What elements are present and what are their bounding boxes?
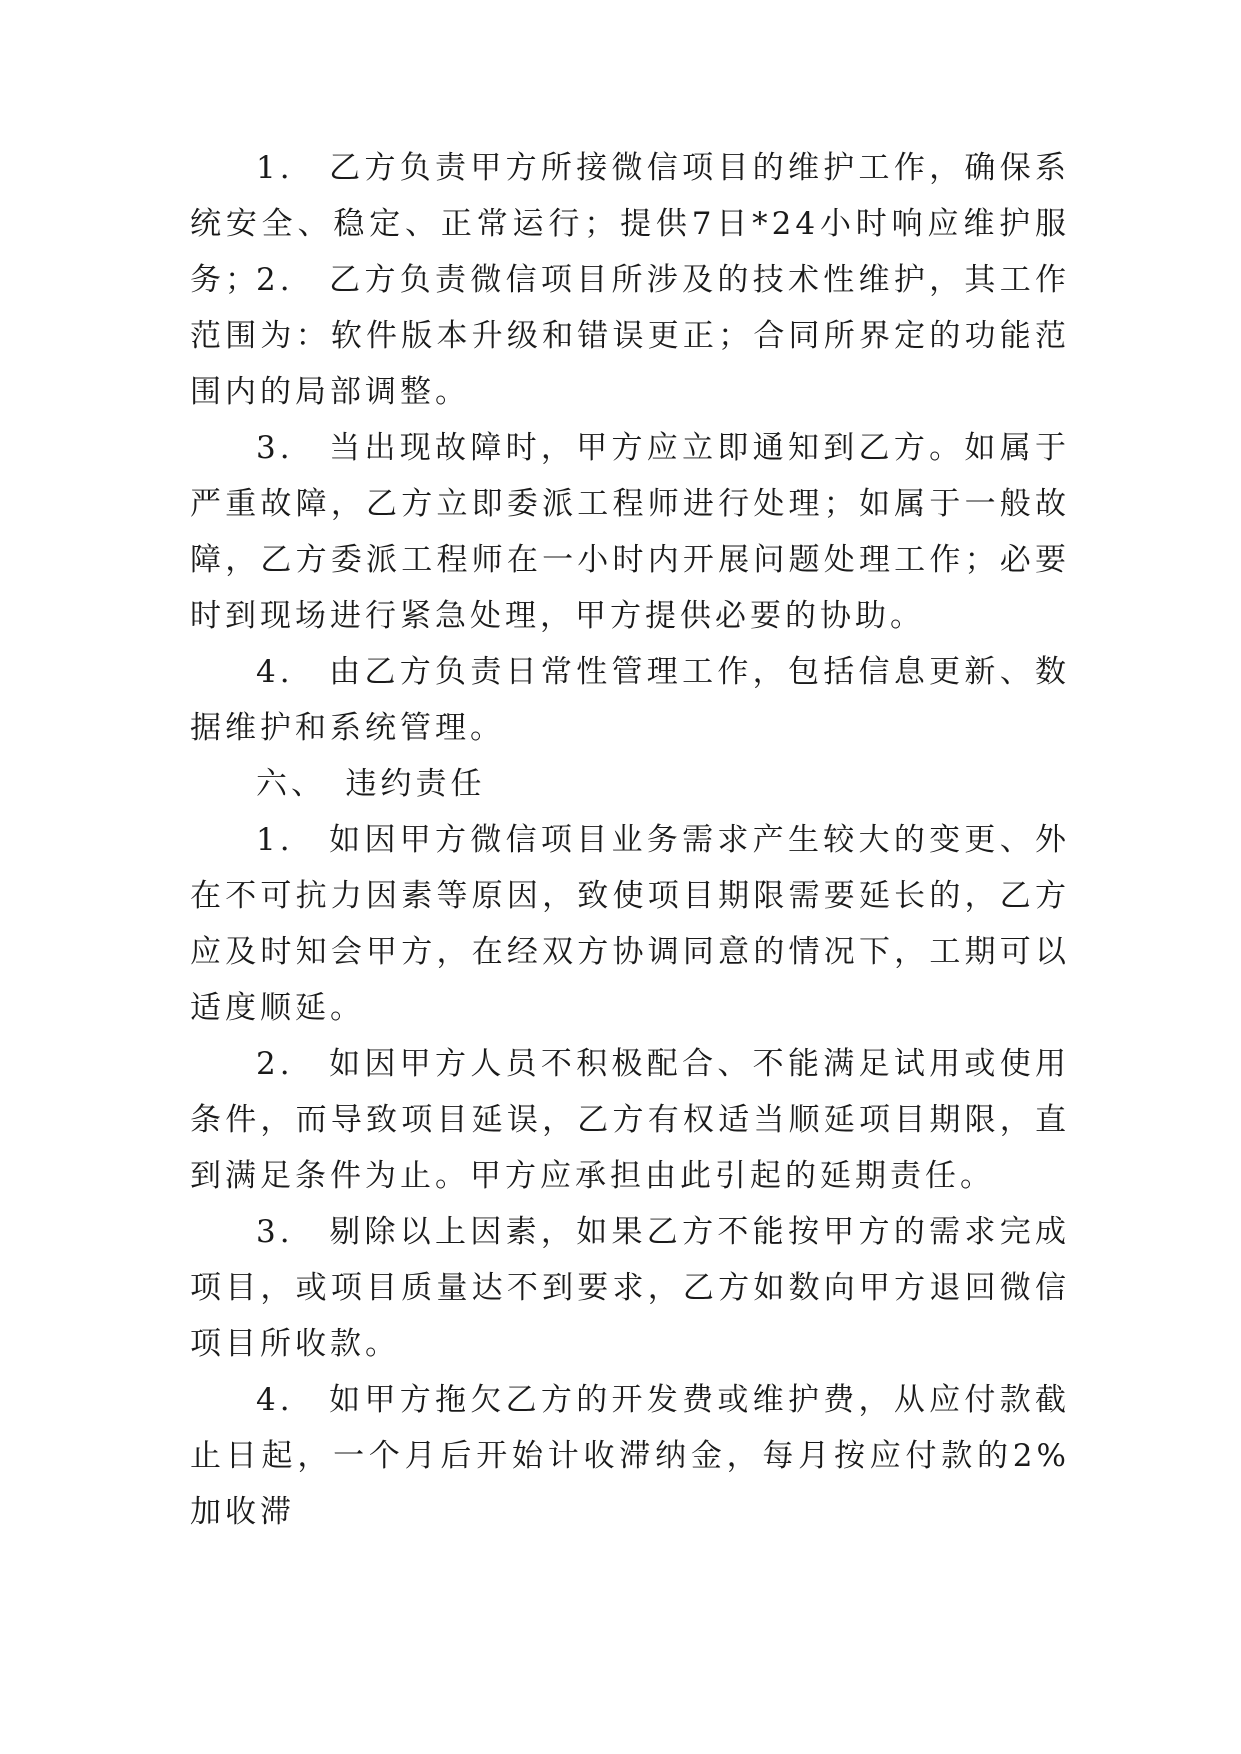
paragraph-breach-3: 3. 剔除以上因素，如果乙方不能按甲方的需求完成项目，或项目质量达不到要求，乙方如数向甲方退回微信项目所收款。 [190,1214,1070,1362]
paragraph-maintenance-4: 4. 由乙方负责日常性管理工作，包括信息更新、数据维护和系统管理。 [190,654,1070,746]
paragraph-breach-4: 4. 如甲方拖欠乙方的开发费或维护费，从应付款截止日起，一个月后开始计收滞纳金，每月按应付款的2%加收滞 [190,1382,1070,1530]
paragraph-breach-2: 2. 如因甲方人员不积极配合、不能满足试用或使用条件，而导致项目延误，乙方有权适当顺延项目期限，直到满足条件为止。甲方应承担由此引起的延期责任。 [190,1046,1070,1194]
section-heading-breach-liability: 六、 违约责任 [256,766,486,802]
paragraph-maintenance-1: 1. 乙方负责甲方所接微信项目的维护工作，确保系统安全、稳定、正常运行；提供7日*24小时响应维护服务； [190,150,1070,298]
paragraph-maintenance-3: 3. 当出现故障时，甲方应立即通知到乙方。如属于严重故障，乙方立即委派工程师进行处理；如属于一般故障，乙方委派工程师在一小时内开展问题处理工作；必要时到现场进行紧急处理，甲方提供必要的协助。 [190,430,1070,634]
paragraph-maintenance-2: 2. 乙方负责微信项目所涉及的技术性维护，其工作范围为：软件版本升级和错误更正；合同所界定的功能范围内的局部调整。 [190,262,1070,410]
paragraph-breach-1: 1. 如因甲方微信项目业务需求产生较大的变更、外在不可抗力因素等原因，致使项目期限需要延长的，乙方应及时知会甲方，在经双方协调同意的情况下，工期可以适度顺延。 [190,822,1070,1026]
